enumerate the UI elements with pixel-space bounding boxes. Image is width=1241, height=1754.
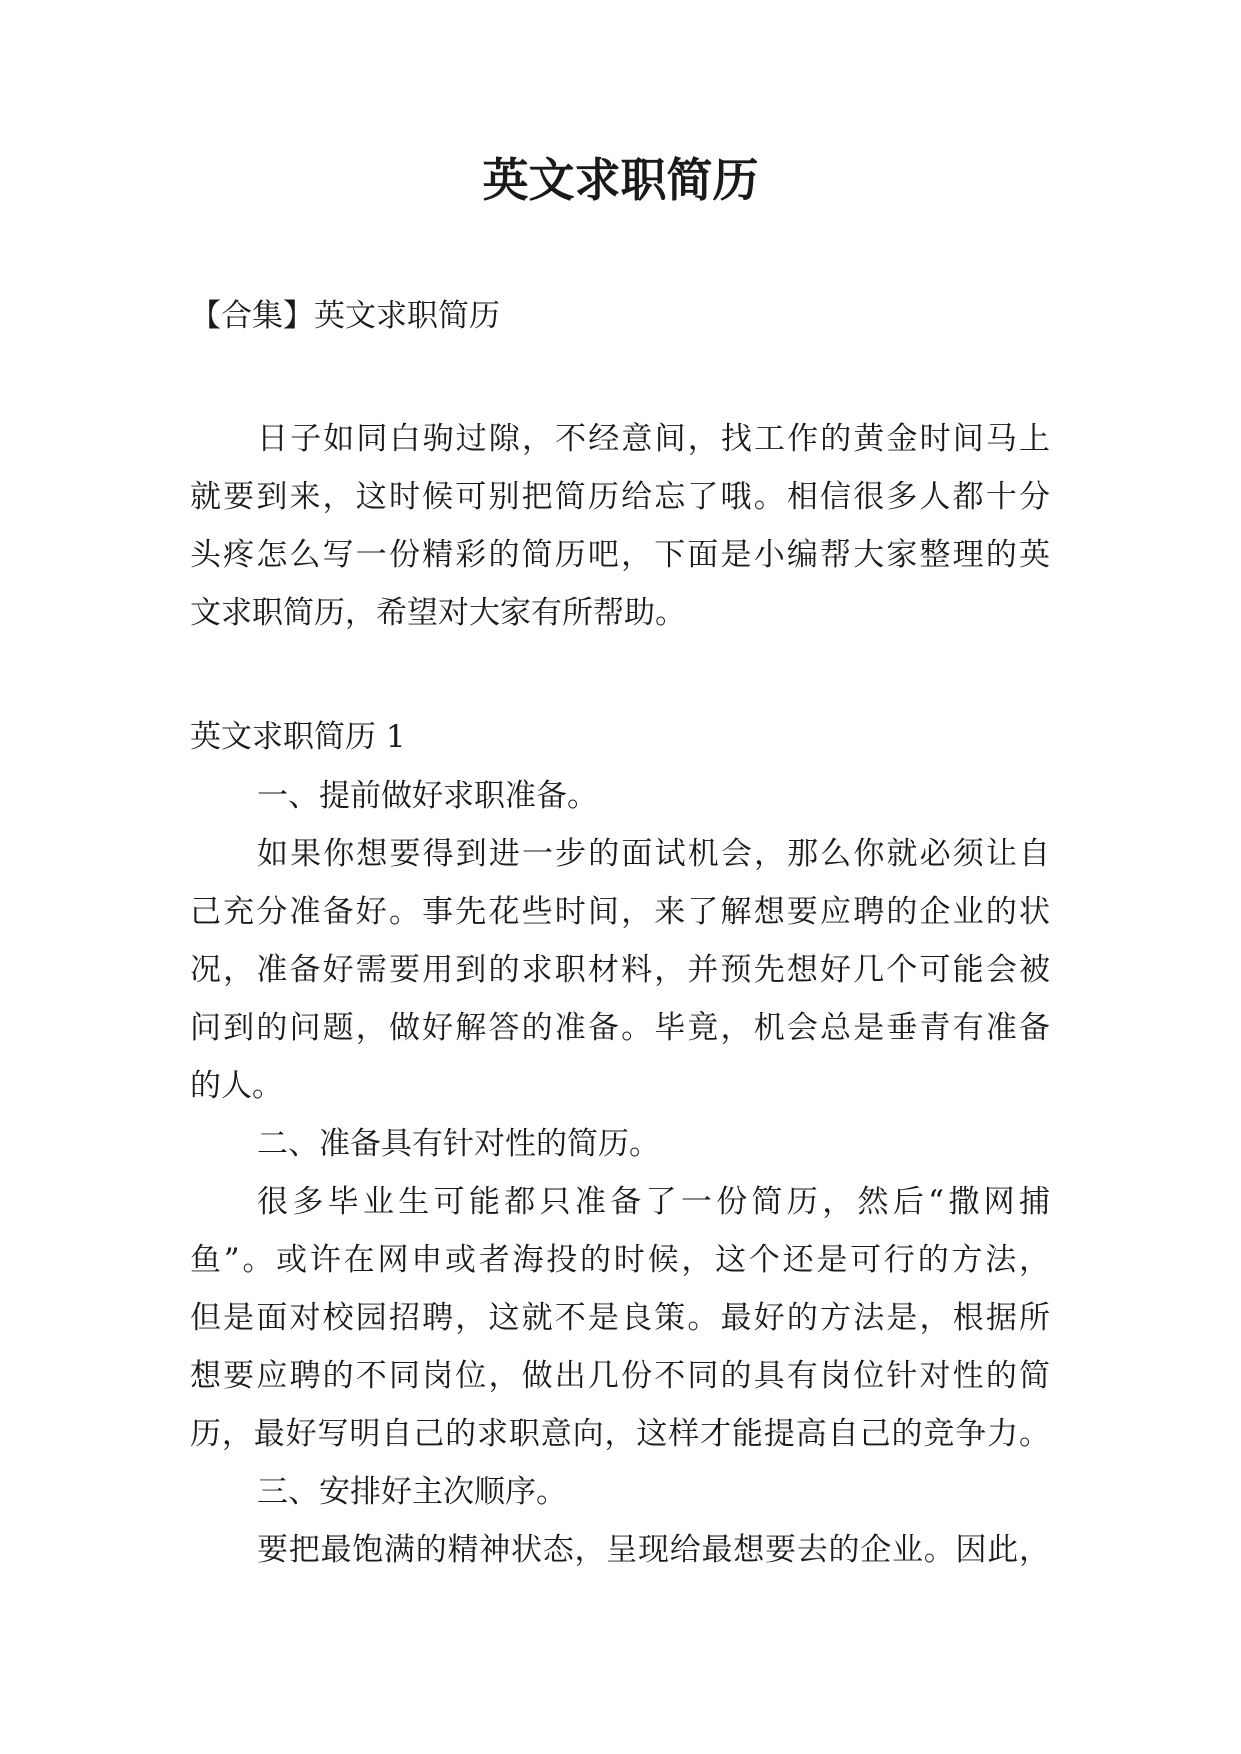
document-title: 英文求职简历 bbox=[482, 153, 759, 207]
body-line: 想要应聘的不同岗位，做出几份不同的具有岗位针对性的简 bbox=[190, 1358, 1050, 1394]
intro-line: 日子如同白驹过隙，不经意间，找工作的黄金时间马上 bbox=[257, 421, 1050, 457]
document-subtitle: 【合集】英文求职简历 bbox=[190, 298, 500, 334]
body-line: 要把最饱满的精神状态，呈现给最想要去的企业。因此， bbox=[257, 1532, 1050, 1568]
body-line: 如果你想要得到进一步的面试机会，那么你就必须让自 bbox=[257, 836, 1050, 872]
intro-line: 头疼怎么写一份精彩的简历吧，下面是小编帮大家整理的英 bbox=[190, 537, 1050, 573]
section-heading: 英文求职简历 1 bbox=[190, 719, 406, 755]
body-line: 但是面对校园招聘，这就不是良策。最好的方法是，根据所 bbox=[190, 1300, 1050, 1336]
intro-line: 就要到来，这时候可别把简历给忘了哦。相信很多人都十分 bbox=[190, 479, 1050, 515]
point-heading: 二、准备具有针对性的简历。 bbox=[257, 1126, 660, 1162]
body-line: 己充分准备好。事先花些时间，来了解想要应聘的企业的状 bbox=[190, 894, 1050, 930]
point-heading: 一、提前做好求职准备。 bbox=[257, 778, 598, 814]
body-line: 历，最好写明自己的求职意向，这样才能提高自己的竞争力。 bbox=[190, 1416, 1050, 1452]
body-line: 很多毕业生可能都只准备了一份简历，然后“撒网捕 bbox=[257, 1184, 1050, 1220]
intro-line: 文求职简历，希望对大家有所帮助。 bbox=[190, 595, 686, 631]
body-line: 问到的问题，做好解答的准备。毕竟，机会总是垂青有准备 bbox=[190, 1010, 1050, 1046]
point-heading: 三、安排好主次顺序。 bbox=[257, 1474, 567, 1510]
body-line: 鱼”。或许在网申或者海投的时候，这个还是可行的方法， bbox=[190, 1242, 1050, 1278]
body-line: 况，准备好需要用到的求职材料，并预先想好几个可能会被 bbox=[190, 952, 1050, 988]
body-line: 的人。 bbox=[190, 1068, 283, 1104]
